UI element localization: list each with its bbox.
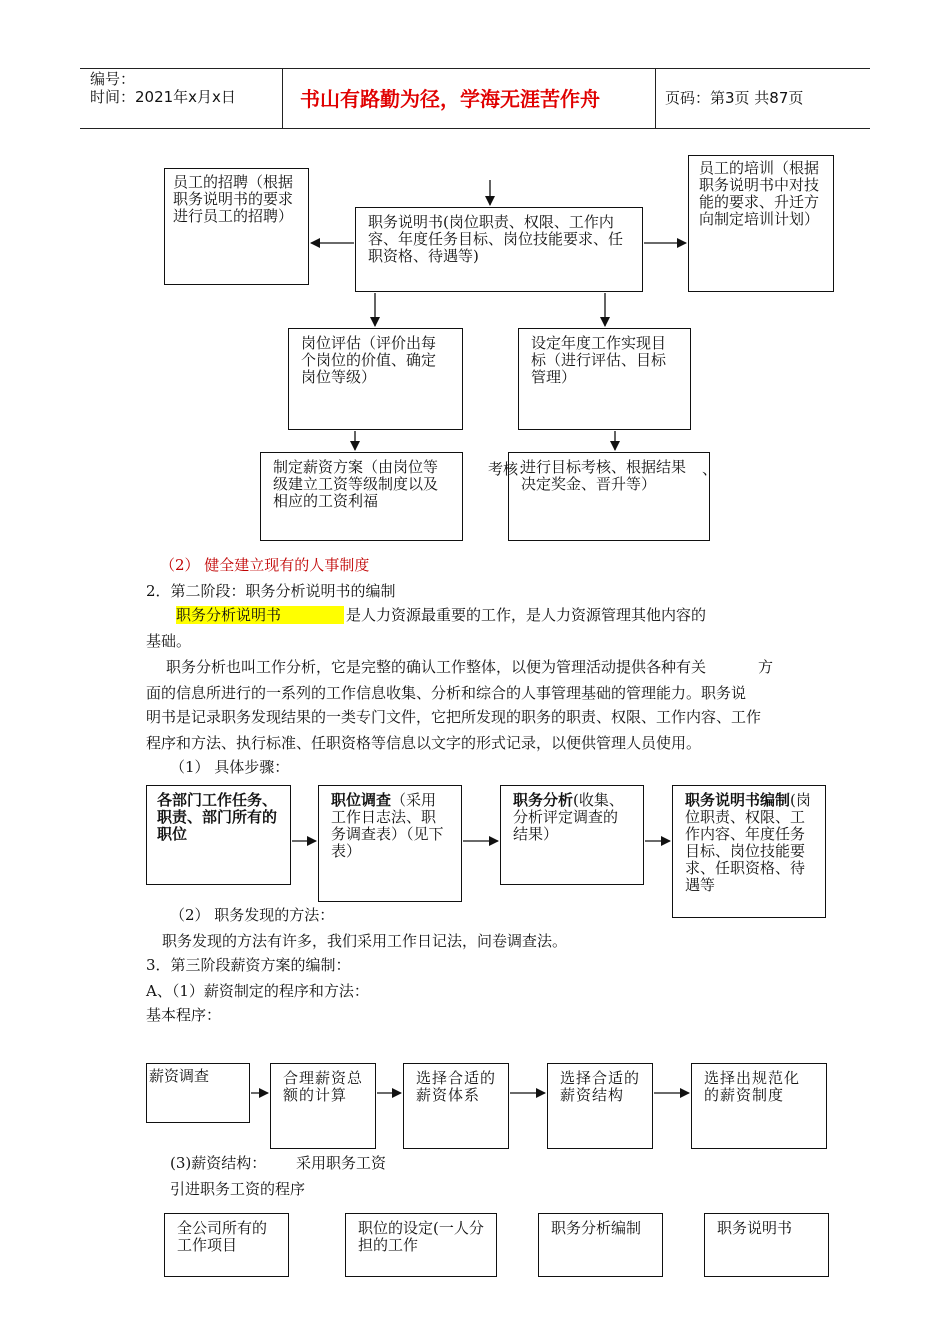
header-code-label: 编号： [90, 70, 136, 88]
flow2-step-1 [146, 785, 291, 885]
flow4-step-3-text: 职务分析编制 [551, 1219, 642, 1237]
header-time: 时间：2021年x月x日 [90, 88, 236, 106]
header-page-info: 页码：第3页 共87页 [665, 89, 804, 107]
flow4-step-4 [704, 1213, 829, 1277]
flow2-step-3-title: 职务分析 [513, 791, 574, 809]
flow2-step-2-title: 职位调查 [331, 791, 392, 809]
flow1-training-text: 员工的培训（根据职务说明书中对技能的要求、升迁方向制定培训计划） [699, 159, 820, 228]
flow1-assessment-box [508, 452, 710, 541]
flow3-step-3-text: 选择合适的薪资体系 [416, 1069, 497, 1104]
flow4-step-2-text: 职位的设定(一人分担的工作 [358, 1219, 484, 1254]
flow1-evaluation-box [288, 328, 463, 430]
flow1-goal-box [518, 328, 691, 430]
basic-label: 基本程序： [146, 1006, 222, 1024]
para2-line3: 明书是记录职务发现结果的一类专门文件，它把所发现的职务的职责、权限、工作内容、工作 [146, 708, 762, 726]
flow1-jd-box [355, 207, 643, 292]
flow3-step-5 [691, 1063, 827, 1149]
flow3-step-3 [403, 1063, 509, 1149]
flow3-step-1 [146, 1063, 250, 1123]
flow1-recruit-text: 员工的招聘（根据职务说明书的要求进行员工的招聘） [173, 173, 294, 225]
flow1-salary-text: 制定薪资方案（由岗位等级建立工资等级制度以及相应的工资利福 [273, 458, 439, 510]
a-label: A、（1）薪资制定的程序和方法： [146, 982, 369, 1000]
para1-line2: 基础。 [146, 632, 192, 650]
para1-rest: 是人力资源最重要的工作，是人力资源管理其他内容的 [346, 606, 707, 624]
s3-label: (3)薪资结构： [170, 1154, 267, 1172]
flow4-step-3 [538, 1213, 663, 1277]
flow1-training-box [688, 155, 834, 292]
steps-label: （1） 具体步骤： [170, 758, 290, 776]
flow1-goal-text: 设定年度工作实现目标（进行评估、目标管理） [531, 334, 667, 386]
flow1-salary-box [260, 452, 463, 541]
flow2-step-3 [500, 785, 644, 885]
flow2-step-4-detail: (岗位职责、权限、工作内容、年度任务目标、岗位技能要求、任职资格、待遇等 [685, 791, 811, 894]
flow2-step-3-detail: (收集、分析评定调查的结果） [513, 791, 624, 843]
flow3-step-4 [547, 1063, 653, 1149]
intro-text: 引进职务工资的程序 [170, 1180, 306, 1198]
methods-label: （2） 职务发现的方法： [170, 906, 335, 924]
flow2-step-4 [672, 785, 826, 918]
stage3-heading: 3．第三阶段薪资方案的编制： [146, 956, 351, 974]
methods-text: 职务发现的方法有许多，我们采用工作日记法，问卷调查法。 [162, 932, 568, 950]
flow4-step-4-text: 职务说明书 [717, 1219, 793, 1237]
flow4-step-2 [345, 1213, 497, 1277]
flow1-assessment-text: 进行目标考核、根据结果决定奖金、晋升等） [521, 458, 687, 493]
stage2-heading: 2．第二阶段：职务分析说明书的编制 [146, 582, 396, 600]
flow2-step-4-title: 职务说明书编制 [685, 791, 791, 809]
flow3-step-5-text: 选择出规范化的薪资制度 [704, 1069, 801, 1104]
flow2-step-2-detail: （采用工作日志法、职务调查表）（见下表） [331, 791, 444, 860]
flow1-recruit-box [164, 168, 309, 285]
highlight-jd: 职务分析说明书 [176, 606, 344, 624]
flow4-step-1 [164, 1213, 289, 1277]
item-2-sub: （2） 健全建立现有的人事制度 [160, 556, 370, 574]
flow1-assessment-mark: 、 [702, 460, 718, 478]
flow1-jd-text: 职务说明书(岗位职责、权限、工作内容、年度任务目标、岗位技能要求、任职资格、待遇等) [368, 213, 624, 265]
flow2-step-2 [318, 785, 462, 902]
flow3-step-4-text: 选择合适的薪资结构 [560, 1069, 641, 1104]
para2-line1b: 方 [758, 658, 774, 676]
s3-text: 采用职务工资 [296, 1154, 387, 1172]
flow2-step-1-title: 各部门工作任务、职责、部门所有的职位 [157, 791, 278, 843]
flow1-assessment-label: 考核： [488, 460, 534, 478]
flow4-step-1-text: 全公司所有的工作项目 [177, 1219, 268, 1254]
flow3-step-1-text: 薪资调查 [149, 1067, 210, 1085]
flow1-evaluation-text: 岗位评估（评价出每个岗位的价值、确定岗位等级） [301, 334, 437, 386]
flow3-step-2 [270, 1063, 376, 1149]
para2-line2: 面的信息所进行的一系列的工作信息收集、分析和综合的人事管理基础的管理能力。职务说 [146, 684, 747, 702]
para2-line1: 职务分析也叫工作分析，它是完整的确认工作整体，以便为管理活动提供各种有关 [166, 658, 707, 676]
flow3-step-2-text: 合理薪资总额的计算 [283, 1069, 364, 1104]
header-motto: 书山有路勤为径，学海无涯苦作舟 [300, 87, 600, 111]
para2-line4: 程序和方法、执行标准、任职资格等信息以文字的形式记录，以便供管理人员使用。 [146, 734, 702, 752]
